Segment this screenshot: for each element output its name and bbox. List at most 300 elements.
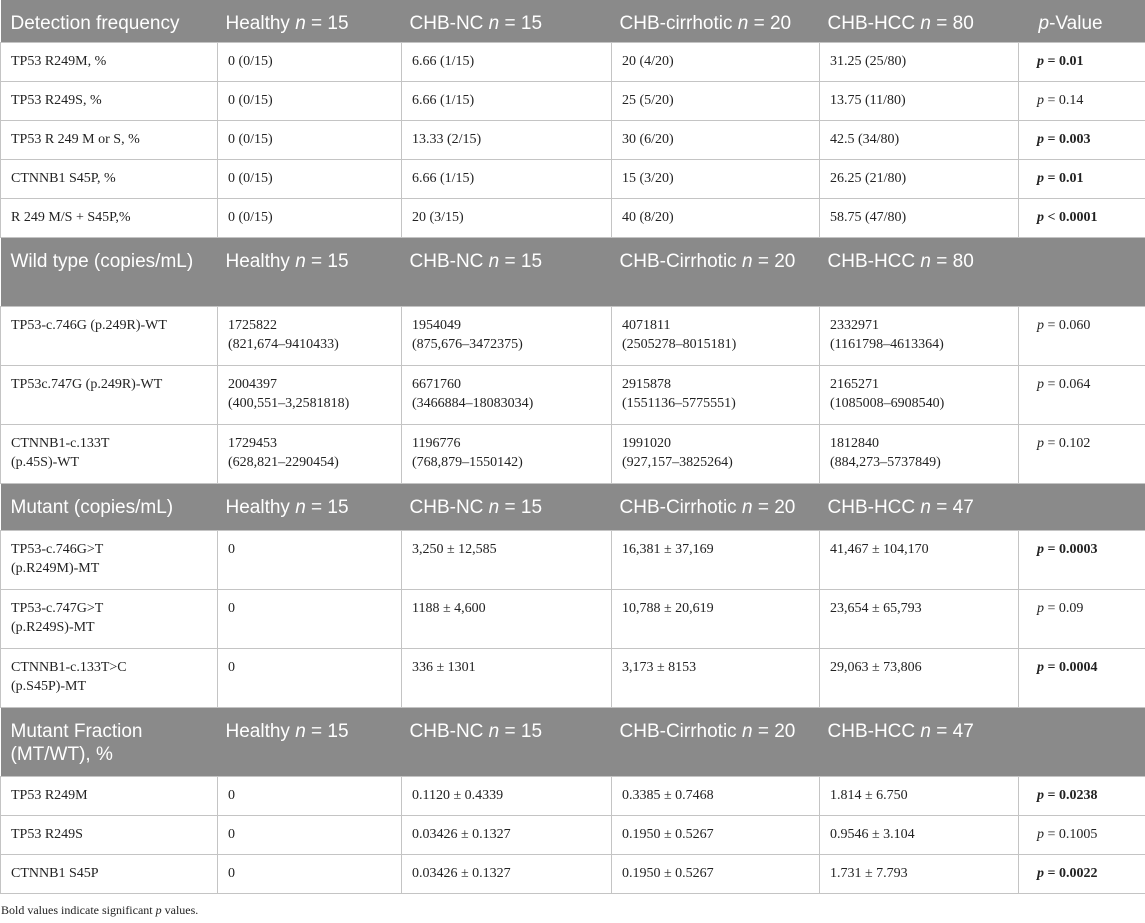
n-count: = 15 [499, 13, 543, 34]
row-label [1, 815, 218, 854]
cell-line: 16,381 ± 37,169 [622, 541, 714, 557]
row-label-line: TP53 R 249 M or S, % [11, 131, 140, 147]
cell-line: 2915878 [622, 376, 671, 392]
table-cell [402, 589, 612, 648]
table-cell [820, 159, 1019, 198]
table-cell [218, 81, 402, 120]
footnote-text-start: Bold values indicate significant [1, 903, 156, 917]
cell-line: 1196776 [412, 435, 461, 451]
pvalue-cell [1019, 648, 1145, 707]
group-label: CHB-NC [409, 720, 484, 742]
group-header [820, 237, 1019, 306]
pvalue-header-rest: -Value [1049, 13, 1103, 34]
row-label [1, 81, 218, 120]
pvalue-cell [1019, 120, 1145, 159]
cell-line: 20 (3/15) [412, 209, 464, 225]
group-header [612, 237, 820, 306]
cell-line: (628,821–2290454) [228, 454, 339, 470]
group-header [820, 0, 1019, 42]
group-header [218, 237, 402, 306]
section-title: Mutant Fraction (MT/WT), % [1, 707, 218, 776]
n-count: = 15 [499, 720, 543, 742]
table-row [1, 424, 1145, 483]
pvalue-cell [1019, 81, 1145, 120]
table-row [1, 815, 1145, 854]
cell-line: (400,551–3,2581818) [228, 395, 350, 411]
row-label-line: (p.S45P)-MT [11, 678, 87, 694]
table-row [1, 159, 1145, 198]
group-label: CHB-HCC [827, 720, 916, 742]
n-symbol: n [920, 496, 931, 518]
pvalue-cell [1019, 424, 1145, 483]
pvalue-symbol: p [1037, 826, 1044, 842]
cell-line: 0 [228, 659, 235, 675]
cell-line: 3,250 ± 12,585 [412, 541, 497, 557]
group-n [489, 13, 542, 34]
group-header [402, 237, 612, 306]
group-label: CHB-cirrhotic [619, 13, 733, 34]
table-cell [402, 159, 612, 198]
pvalue-cell [1019, 159, 1145, 198]
row-label [1, 648, 218, 707]
table-cell [218, 815, 402, 854]
group-header [402, 0, 612, 42]
table-cell [402, 530, 612, 589]
pvalue-cell [1019, 42, 1145, 81]
table-row [1, 648, 1145, 707]
row-label [1, 42, 218, 81]
cell-line: 15 (3/20) [622, 170, 674, 186]
row-label-line: TP53 R249M, % [11, 53, 107, 69]
table-cell [402, 198, 612, 237]
group-label: CHB-HCC [827, 13, 916, 34]
group-label: CHB-NC [409, 13, 484, 34]
group-header [402, 483, 612, 530]
table-body [1, 0, 1145, 893]
table-cell [402, 120, 612, 159]
row-label-line: CTNNB1 S45P [11, 865, 99, 881]
pvalue-number: = 0.0022 [1044, 865, 1098, 881]
table-cell [820, 42, 1019, 81]
table-cell [402, 854, 612, 893]
group-header [218, 0, 402, 42]
row-label-line: R 249 M/S + S45P,% [11, 209, 131, 225]
cell-line: 0.03426 ± 0.1327 [412, 865, 511, 881]
table-cell [218, 424, 402, 483]
group-n [295, 251, 348, 272]
cell-line: 41,467 ± 104,170 [830, 541, 929, 557]
cell-line: 2332971 [830, 317, 879, 333]
pvalue-number: = 0.0238 [1044, 787, 1098, 803]
cell-line: 2004397 [228, 376, 277, 392]
cell-line: 0.1950 ± 0.5267 [622, 865, 714, 881]
cell-line: 29,063 ± 73,806 [830, 659, 922, 675]
table-cell [612, 306, 820, 365]
row-label-line: (p.45S)-WT [11, 454, 80, 470]
table-row [1, 365, 1145, 424]
cell-line: 0 [228, 787, 235, 803]
group-n [738, 13, 791, 34]
table-row [1, 589, 1145, 648]
cell-line: 1812840 [830, 435, 879, 451]
group-label: CHB-Cirrhotic [619, 250, 737, 272]
pvalue-symbol: p [1037, 131, 1044, 147]
n-count: = 47 [930, 496, 974, 518]
cell-line: 42.5 (34/80) [830, 131, 900, 147]
cell-line: 1.814 ± 6.750 [830, 787, 908, 803]
row-label-line: CTNNB1 S45P, % [11, 170, 116, 186]
table-row [1, 81, 1145, 120]
section-header-row [1, 483, 1145, 530]
row-label-line: TP53 R249S, % [11, 92, 102, 108]
table-cell [820, 589, 1019, 648]
cell-line: 336 ± 1301 [412, 659, 476, 675]
table-cell [612, 530, 820, 589]
pvalue-header [1019, 0, 1145, 42]
cell-line: (884,273–5737849) [830, 454, 941, 470]
table-cell [612, 776, 820, 815]
cell-line: 0.1120 ± 0.4339 [412, 787, 504, 803]
cell-line: 0.03426 ± 0.1327 [412, 826, 511, 842]
table-cell [612, 365, 820, 424]
n-symbol: n [488, 13, 500, 34]
table-cell [612, 42, 820, 81]
n-count: = 20 [752, 250, 796, 272]
pvalue-cell [1019, 530, 1145, 589]
group-label: CHB-Cirrhotic [619, 496, 737, 518]
row-label [1, 198, 218, 237]
pvalue-symbol: p [1037, 865, 1044, 881]
pvalue-symbol: p [1037, 376, 1044, 392]
pvalue-header [1019, 483, 1145, 530]
n-symbol: n [488, 250, 500, 272]
cell-line: 20 (4/20) [622, 53, 674, 69]
section-header-row [1, 0, 1145, 42]
pvalue-cell [1019, 198, 1145, 237]
pvalue-number: = 0.060 [1044, 317, 1091, 333]
cell-line: 1954049 [412, 317, 461, 333]
group-n [295, 497, 348, 518]
table-cell [402, 365, 612, 424]
n-count: = 47 [930, 720, 974, 742]
group-label: Healthy [225, 496, 290, 518]
pvalue-header [1019, 707, 1145, 776]
cell-line: 4071811 [622, 317, 671, 333]
cell-line: 58.75 (47/80) [830, 209, 907, 225]
group-label: CHB-Cirrhotic [619, 720, 737, 742]
group-label: Healthy [225, 250, 290, 272]
cell-line: 1725822 [228, 317, 277, 333]
cell-line: (1551136–5775551) [622, 395, 736, 411]
pvalue-number: = 0.0003 [1044, 541, 1098, 557]
row-label [1, 530, 218, 589]
group-header [820, 707, 1019, 776]
table-cell [612, 815, 820, 854]
row-label [1, 365, 218, 424]
table-cell [820, 530, 1019, 589]
cell-line: 0 [228, 541, 235, 557]
table-cell [820, 776, 1019, 815]
table-cell [218, 306, 402, 365]
table-cell [820, 81, 1019, 120]
section-title: Wild type (copies/mL) [1, 237, 218, 306]
n-count: = 15 [499, 496, 543, 518]
table-cell [218, 854, 402, 893]
table-cell [218, 198, 402, 237]
cell-line: 0 (0/15) [228, 131, 273, 147]
cell-line: 0 (0/15) [228, 53, 273, 69]
pvalue-header-p: p [1038, 13, 1050, 34]
cell-line: 0 (0/15) [228, 92, 273, 108]
n-symbol: n [741, 250, 753, 272]
n-count: = 20 [748, 13, 792, 34]
row-label-line: (p.R249S)-MT [11, 619, 95, 635]
table-row [1, 306, 1145, 365]
cell-line: 26.25 (21/80) [830, 170, 907, 186]
pvalue-number: = 0.102 [1044, 435, 1091, 451]
cell-line: 0.3385 ± 0.7468 [622, 787, 714, 803]
cell-line: (2505278–8015181) [622, 336, 737, 352]
pvalue-number: < 0.0001 [1044, 209, 1098, 225]
pvalue-cell [1019, 306, 1145, 365]
footnote-text-end: values. [161, 903, 199, 917]
pvalue-number: = 0.01 [1044, 53, 1084, 69]
cell-line: 1188 ± 4,600 [412, 600, 486, 616]
row-label-line: TP53-c.747G>T [11, 600, 104, 616]
row-label-line: CTNNB1-c.133T>C [11, 659, 127, 675]
table-row [1, 42, 1145, 81]
pvalue-cell [1019, 365, 1145, 424]
n-symbol: n [920, 720, 931, 742]
group-header [612, 0, 820, 42]
table-cell [612, 424, 820, 483]
table-cell [820, 120, 1019, 159]
pvalue-symbol: p [1037, 659, 1044, 675]
n-symbol: n [741, 720, 753, 742]
cell-line: (3466884–18083034) [412, 395, 534, 411]
table-cell [820, 424, 1019, 483]
cell-line: 0 [228, 826, 235, 842]
pvalue-number: = 0.01 [1044, 170, 1084, 186]
group-n [920, 497, 973, 518]
table-cell [402, 776, 612, 815]
group-label: CHB-HCC [827, 250, 916, 272]
cell-line: 1991020 [622, 435, 671, 451]
pvalue-cell [1019, 854, 1145, 893]
pvalue-number: = 0.09 [1044, 600, 1084, 616]
group-n [742, 721, 795, 742]
group-header [402, 707, 612, 776]
table-cell [218, 120, 402, 159]
section-title: Mutant (copies/mL) [1, 483, 218, 530]
pvalue-number: = 0.0004 [1044, 659, 1098, 675]
n-count: = 15 [305, 496, 349, 518]
n-count: = 15 [305, 13, 349, 34]
table-cell [820, 365, 1019, 424]
cell-line: 2165271 [830, 376, 879, 392]
footnote-p-symbol: p [155, 903, 162, 917]
table-cell [218, 530, 402, 589]
pvalue-number: = 0.14 [1044, 92, 1084, 108]
row-label [1, 120, 218, 159]
cell-line: (1085008–6908540) [830, 395, 945, 411]
table-cell [402, 815, 612, 854]
group-n [920, 251, 973, 272]
cell-line: 0.9546 ± 3.104 [830, 826, 915, 842]
pvalue-symbol: p [1037, 209, 1044, 225]
cell-line: 23,654 ± 65,793 [830, 600, 922, 616]
row-label-line: TP53-c.746G>T [11, 541, 104, 557]
cell-line: 13.75 (11/80) [830, 92, 906, 108]
table-cell [218, 365, 402, 424]
group-header [218, 483, 402, 530]
group-n [920, 721, 973, 742]
table-row [1, 120, 1145, 159]
pvalue-number: = 0.1005 [1044, 826, 1098, 842]
table-row [1, 530, 1145, 589]
pvalue-symbol: p [1037, 317, 1044, 333]
group-label: CHB-HCC [827, 496, 916, 518]
table-cell [820, 306, 1019, 365]
pvalue-symbol: p [1037, 541, 1044, 557]
group-header [820, 483, 1019, 530]
table-cell [402, 306, 612, 365]
n-count: = 15 [305, 250, 349, 272]
group-label: CHB-NC [409, 496, 484, 518]
pvalue-number: = 0.064 [1044, 376, 1091, 392]
cell-line: (927,157–3825264) [622, 454, 733, 470]
cell-line: 40 (8/20) [622, 209, 674, 225]
table-row [1, 854, 1145, 893]
group-n [742, 497, 795, 518]
n-count: = 20 [752, 720, 796, 742]
cell-line: 0 (0/15) [228, 209, 273, 225]
row-label [1, 854, 218, 893]
row-label [1, 159, 218, 198]
pvalue-symbol: p [1037, 170, 1044, 186]
row-label [1, 306, 218, 365]
row-label-line: TP53c.747G (p.249R)-WT [11, 376, 163, 392]
cell-line: 3,173 ± 8153 [622, 659, 697, 675]
n-symbol: n [488, 720, 500, 742]
n-count: = 80 [930, 13, 974, 34]
cell-line: 6671760 [412, 376, 461, 392]
cell-line: 0 [228, 865, 235, 881]
n-symbol: n [295, 496, 306, 518]
cell-line: 6.66 (1/15) [412, 170, 475, 186]
group-n [295, 721, 348, 742]
pvalue-symbol: p [1037, 53, 1044, 69]
cell-line: (821,674–9410433) [228, 336, 339, 352]
cell-line: 31.25 (25/80) [830, 53, 907, 69]
pvalue-cell [1019, 776, 1145, 815]
table-cell [402, 81, 612, 120]
n-symbol: n [295, 13, 306, 34]
cell-line: 30 (6/20) [622, 131, 674, 147]
row-label-line: TP53 R249S [11, 826, 83, 842]
table-row [1, 198, 1145, 237]
group-label: Healthy [225, 13, 290, 34]
n-count: = 80 [930, 250, 974, 272]
pvalue-number: = 0.003 [1044, 131, 1091, 147]
table-cell [612, 648, 820, 707]
group-label: CHB-NC [409, 250, 484, 272]
row-label [1, 776, 218, 815]
cell-line: 1.731 ± 7.793 [830, 865, 908, 881]
n-count: = 20 [752, 496, 796, 518]
table-cell [612, 120, 820, 159]
table-cell [218, 159, 402, 198]
table-cell [612, 198, 820, 237]
n-symbol: n [920, 250, 931, 272]
n-symbol: n [737, 13, 749, 34]
pvalue-symbol: p [1037, 600, 1044, 616]
section-title: Detection frequency [1, 0, 218, 42]
pvalue-symbol: p [1037, 787, 1044, 803]
cell-line: 13.33 (2/15) [412, 131, 482, 147]
pvalue-header [1019, 237, 1145, 306]
cell-line: (1161798–4613364) [830, 336, 944, 352]
pvalue-cell [1019, 815, 1145, 854]
table-cell [402, 42, 612, 81]
table-footnote [1, 903, 198, 918]
group-header [612, 707, 820, 776]
cell-line: 25 (5/20) [622, 92, 674, 108]
cell-line: 6.66 (1/15) [412, 53, 475, 69]
group-n [489, 497, 542, 518]
cell-line: 0.1950 ± 0.5267 [622, 826, 714, 842]
table-cell [820, 648, 1019, 707]
section-header-row [1, 237, 1145, 306]
table-cell [612, 589, 820, 648]
table-row [1, 776, 1145, 815]
cell-line: 6.66 (1/15) [412, 92, 475, 108]
table-cell [820, 854, 1019, 893]
table-cell [218, 589, 402, 648]
table-cell [612, 159, 820, 198]
group-n [489, 721, 542, 742]
row-label [1, 424, 218, 483]
table-cell [820, 198, 1019, 237]
cell-line: 10,788 ± 20,619 [622, 600, 714, 616]
cell-line: (768,879–1550142) [412, 454, 523, 470]
n-symbol: n [295, 720, 306, 742]
section-header-row [1, 707, 1145, 776]
group-header [612, 483, 820, 530]
pvalue-symbol: p [1037, 92, 1044, 108]
row-label-line: TP53-c.746G (p.249R)-WT [11, 317, 167, 333]
group-header [218, 707, 402, 776]
n-symbol: n [295, 250, 306, 272]
n-count: = 15 [305, 720, 349, 742]
table-cell [218, 776, 402, 815]
n-symbol: n [488, 496, 500, 518]
cell-line: 0 [228, 600, 235, 616]
row-label-line: CTNNB1-c.133T [11, 435, 110, 451]
table-cell [820, 815, 1019, 854]
group-label: Healthy [225, 720, 290, 742]
row-label-line: (p.R249M)-MT [11, 560, 100, 576]
table-cell [218, 648, 402, 707]
pvalue-cell [1019, 589, 1145, 648]
group-n [489, 251, 542, 272]
row-label [1, 589, 218, 648]
table-cell [402, 424, 612, 483]
table-cell [612, 854, 820, 893]
n-symbol: n [741, 496, 753, 518]
pvalue-symbol: p [1037, 435, 1044, 451]
group-n [295, 13, 348, 34]
